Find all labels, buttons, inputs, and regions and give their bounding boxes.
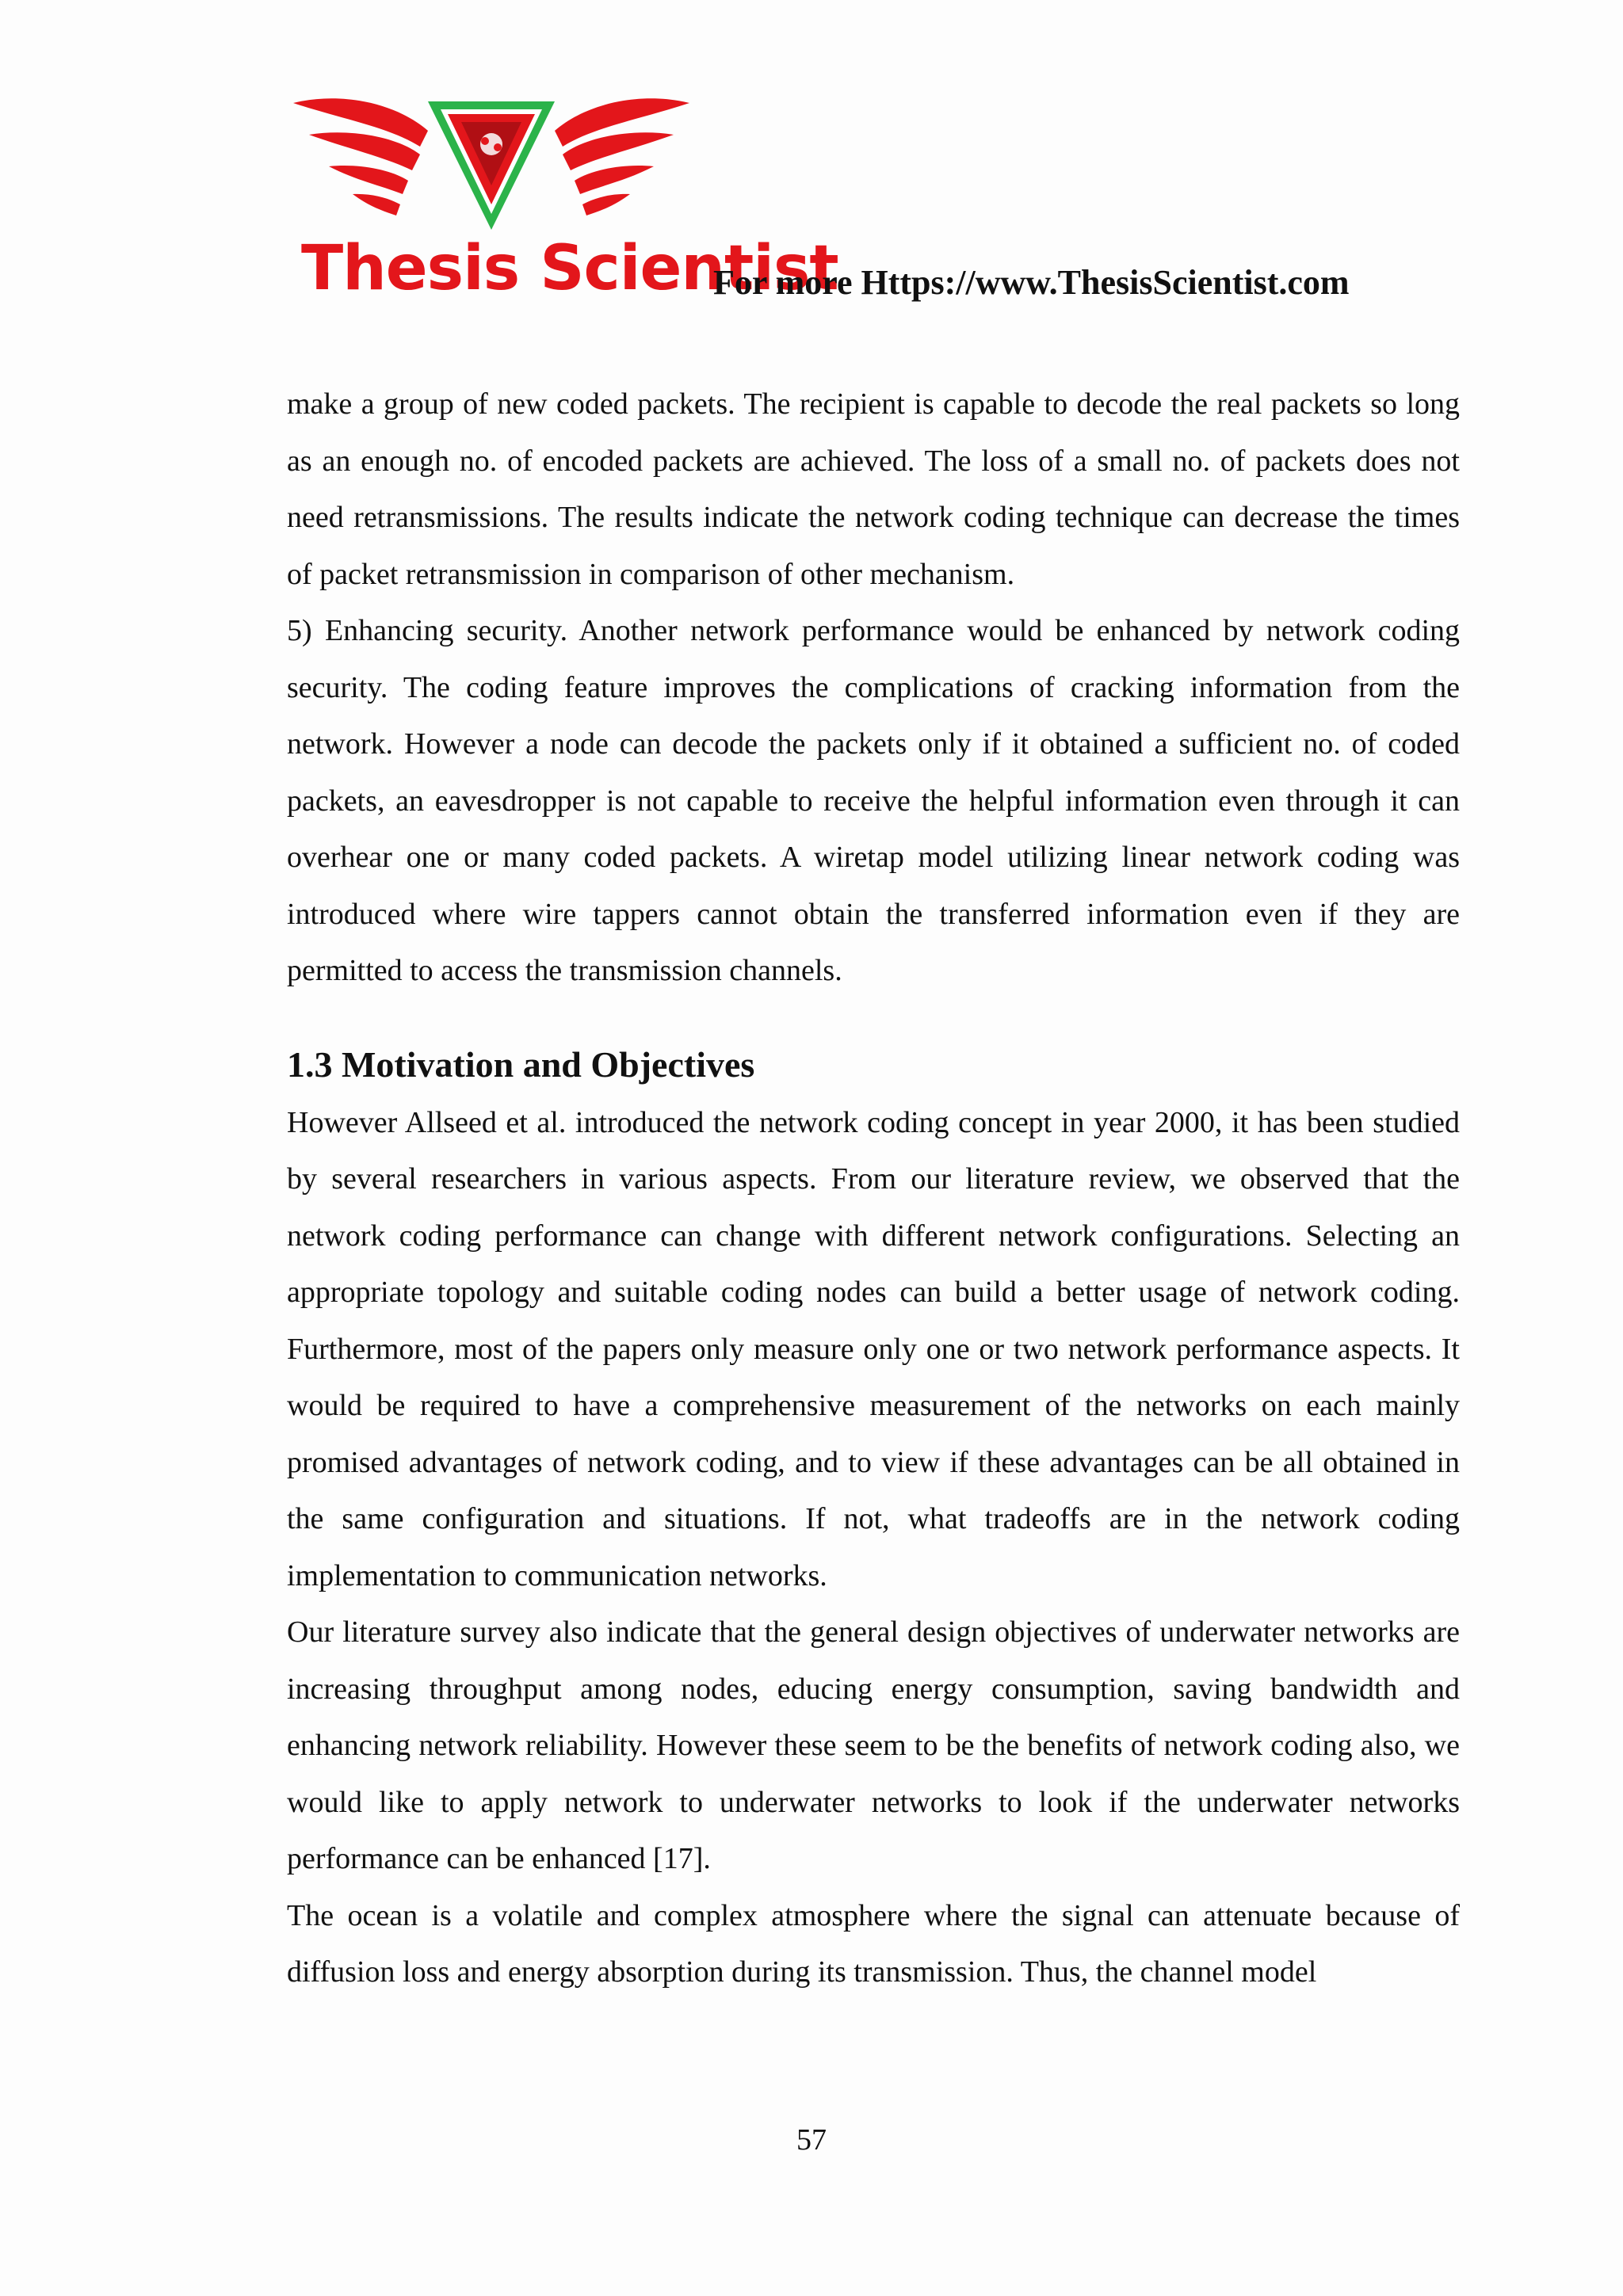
thesis-scientist-logo [285, 87, 838, 317]
paragraph: However Allseed et al. introduced the network coding concept in year 2000, it has been studied by several researchers in various aspects. From our literature review, we observed that the network coding performance can change with different network configurations. Selecting an appropriate topology and suitable coding nodes can build a better usage of network coding. Furthermore, most of the papers only measure only one or two network performance aspects. It would be required to have a comprehensive measurement of the networks on each mainly promised advantages of network coding, and to view if these advantages can be all obtained in the same configuration and situations. If not, what tradeoffs are in the network coding implementation to communication networks. [287, 1105, 1460, 1592]
section-heading: 1.3 Motivation and Objectives [287, 1043, 755, 1085]
main-content [287, 376, 1460, 2001]
paragraph: Our literature survey also indicate that the general design objectives of underwater networks are increasing throughput among nodes, educing energy consumption, saving bandwidth and enhancing network reliability. However these seem to be the benefits of network coding also, we would like to apply network to underwater networks to look if the underwater networks performance can be enhanced [17]. [287, 1615, 1460, 1875]
website-link[interactable]: For more Https://www.ThesisScientist.com [713, 263, 1350, 302]
page-header [285, 87, 1474, 317]
logo-wordmark: Thesis Scientist [301, 233, 838, 304]
winged-triangle-emblem-icon [285, 87, 697, 246]
paragraph: 5) Enhancing security. Another network performance would be enhanced by network coding security. The coding feature improves the complications of cracking information from the network. However a node can decode the packets only if it obtained a sufficient no. of coded packets, an eavesdropper is not capable to receive the helpful information even through it can overhear one or many coded packets. A wiretap model utilizing linear network coding was introduced where wire tappers cannot obtain the transferred information even if they are permitted to access the transmission channels. [287, 614, 1460, 987]
page-number: 57 [796, 2123, 827, 2157]
paragraph: The ocean is a volatile and complex atmosphere where the signal can attenuate because of diffusion loss and energy absorption during its transmission. Thus, the channel model [287, 1898, 1460, 1989]
paragraph: make a group of new coded packets. The recipient is capable to decode the real packets so long as an enough no. of encoded packets are achieved. The loss of a small no. of packets does not need retransmissions. The results indicate the network coding technique can decrease the times of packet retransmission in comparison of other mechanism. [287, 387, 1460, 591]
